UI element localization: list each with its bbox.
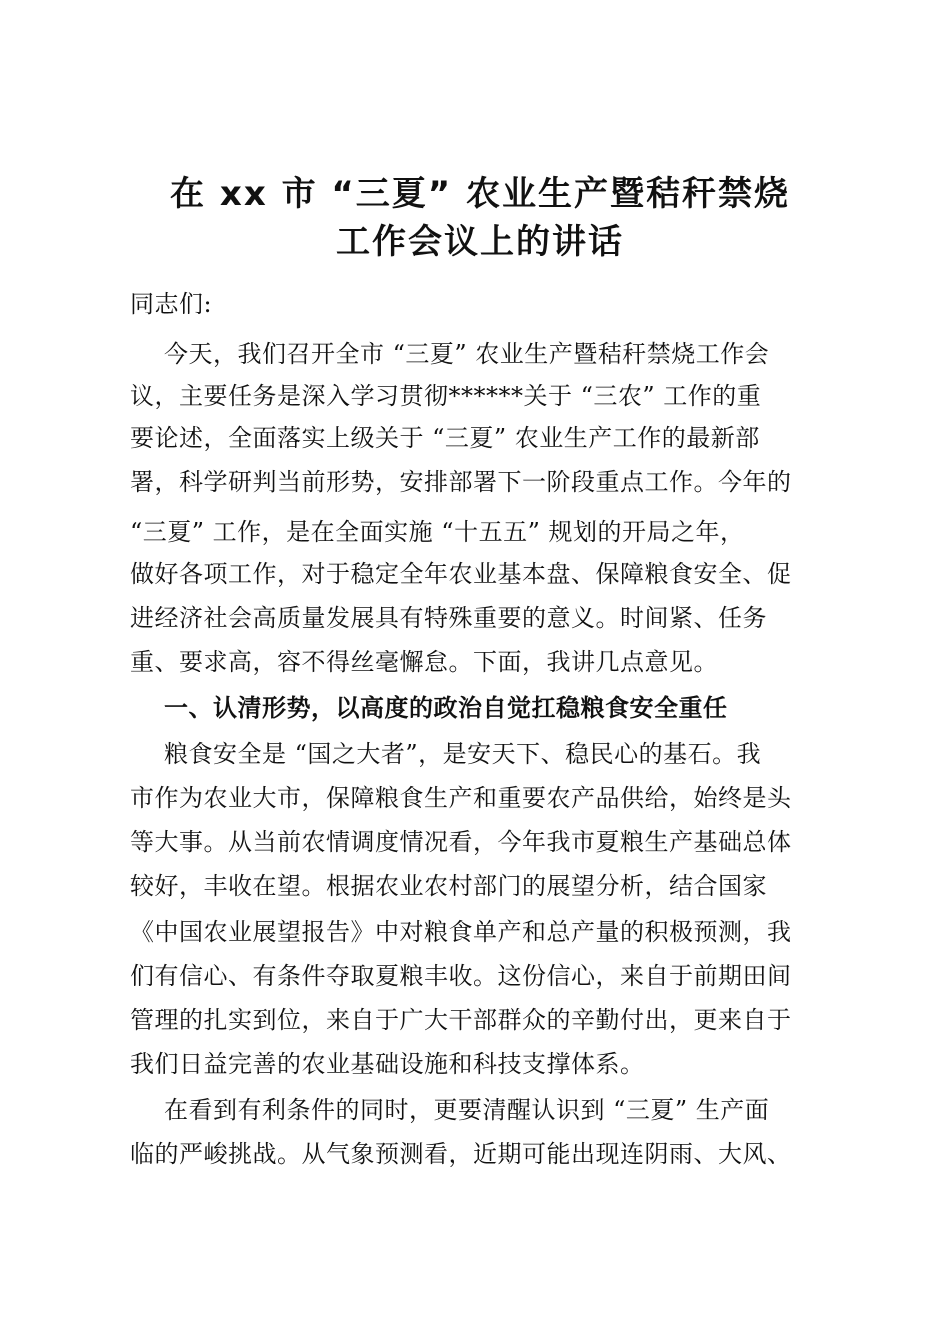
paragraph-1-line: 做好各项工作，对于稳定全年农业基本盘、保障粮食安全、促 [130, 560, 792, 588]
paragraph-1-line: 议，主要任务是深入学习贯彻******关于 “三农” 工作的重 [130, 382, 762, 410]
paragraph-2-line: 等大事。从当前农情调度情况看，今年我市夏粮生产基础总体 [130, 828, 792, 856]
paragraph-2-line: 们有信心、有条件夺取夏粮丰收。这份信心，来自于前期田间 [130, 962, 792, 990]
paragraph-2-line: 我们日益完善的农业基础设施和科技支撑体系。 [130, 1050, 645, 1078]
paragraph-3-line: 在看到有利条件的同时，更要清醒认识到 “三夏” 生产面 [164, 1096, 770, 1124]
section-1-heading: 一、认清形势，以高度的政治自觉扛稳粮食安全重任 [164, 694, 728, 722]
paragraph-2-line: 《中国农业展望报告》中对粮食单产和总产量的积极预测，我 [130, 918, 792, 946]
paragraph-1-line: “三夏” 工作，是在全面实施 “十五五” 规划的开局之年， [130, 518, 745, 546]
paragraph-2-line: 较好，丰收在望。根据农业农村部门的展望分析，结合国家 [130, 872, 767, 900]
paragraph-1-line: 署，科学研判当前形势，安排部署下一阶段重点工作。今年的 [130, 468, 792, 496]
document-title-line-1: 在 xx 市 “三夏” 农业生产暨秸秆禁烧 [170, 174, 790, 214]
paragraph-2-line: 粮食安全是 “国之大者”，是安天下、稳民心的基石。我 [164, 740, 762, 768]
document-title-line-2: 工作会议上的讲话 [336, 222, 624, 262]
paragraph-1-line: 重、要求高，容不得丝毫懈怠。下面，我讲几点意见。 [130, 648, 718, 676]
paragraph-2-line: 市作为农业大市，保障粮食生产和重要农产品供给，始终是头 [130, 784, 792, 812]
paragraph-1-line: 进经济社会高质量发展具有特殊重要的意义。时间紧、任务 [130, 604, 767, 632]
salutation: 同志们: [130, 290, 213, 318]
paragraph-2-line: 管理的扎实到位，来自于广大干部群众的辛勤付出，更来自于 [130, 1006, 792, 1034]
paragraph-1-line: 今天，我们召开全市 “三夏” 农业生产暨秸秆禁烧工作会 [164, 340, 770, 368]
paragraph-3-line: 临的严峻挑战。从气象预测看，近期可能出现连阴雨、大风、 [130, 1140, 792, 1168]
paragraph-1-line: 要论述，全面落实上级关于 “三夏” 农业生产工作的最新部 [130, 424, 760, 452]
